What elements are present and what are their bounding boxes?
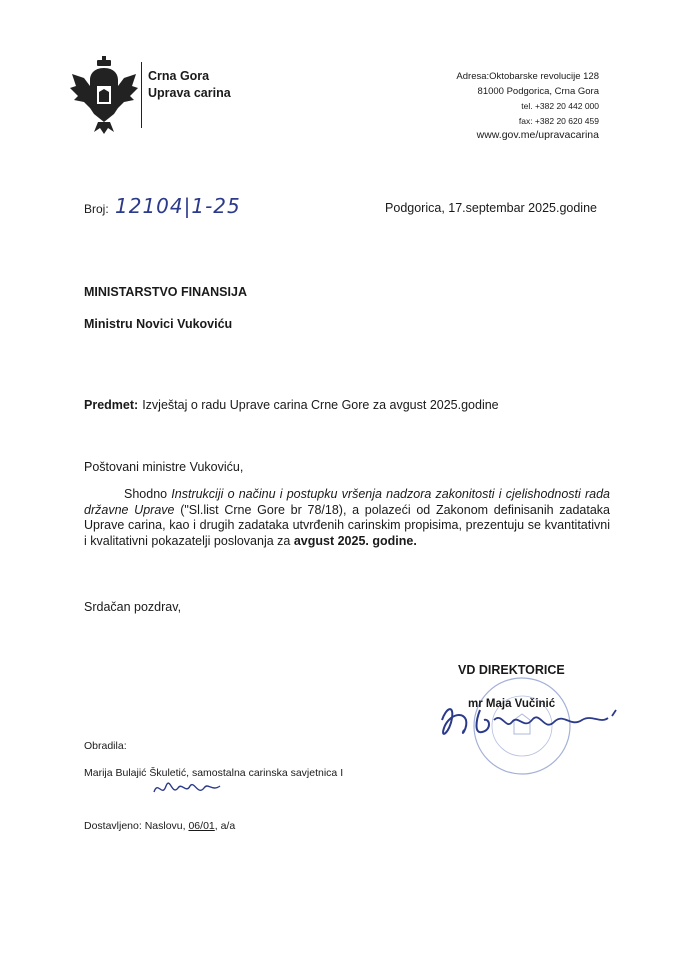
header-organization bbox=[148, 68, 231, 102]
website-link[interactable]: www.gov.me/upravacarina bbox=[476, 129, 599, 141]
delivered-label: Dostavljeno: Naslovu, bbox=[84, 820, 189, 832]
recipient-ministry: MINISTARSTVO FINANSIJA bbox=[84, 285, 247, 299]
header-contact bbox=[456, 70, 599, 143]
body-period: avgust 2025. godine. bbox=[293, 533, 417, 548]
body-middle: ("Sl.list Crne Gore br 78/18), a polazeći od Zakonom definisanih zadataka Uprave carina, kao i drugih zadataka utvrđenih carinskim propisima, prezentuju se kvantitativni i kvalitativni pokazatelji poslovanja za bbox=[84, 502, 610, 548]
phone: tel. +382 20 442 000 bbox=[521, 101, 599, 111]
address-line2: 81000 Podgorica, Crna Gora bbox=[477, 85, 599, 97]
montenegro-coat-of-arms-icon bbox=[64, 56, 144, 136]
director-signature-icon bbox=[432, 690, 632, 750]
body-instruction-title: Instrukciji o načinu i postupku vršenja nadzora zakonitosti i cjelishodnosti rada državne Uprave bbox=[84, 487, 610, 517]
header-divider bbox=[141, 62, 142, 128]
delivered-code: 06/01 bbox=[188, 820, 215, 832]
subject-text: Izvještaj o radu Uprave carina Crne Gore za avgust 2025.godine bbox=[142, 398, 499, 412]
reference-label: Broj: bbox=[84, 202, 109, 216]
delivered-end: , a/a bbox=[214, 820, 236, 832]
prepared-label: Obradila: bbox=[84, 740, 127, 752]
signatory-title: VD DIREKTORICE bbox=[458, 663, 565, 677]
body-paragraph bbox=[84, 487, 610, 549]
delivered-to bbox=[84, 820, 235, 832]
author-signature-icon bbox=[150, 772, 230, 804]
signatory-name: mr Maja Vučinić bbox=[468, 698, 556, 710]
recipient-minister: Ministru Novici Vukoviću bbox=[84, 317, 233, 331]
fax: fax: +382 20 620 459 bbox=[518, 115, 599, 126]
prepared-by: Marija Bulajić Škuletić, samostalna carinska savjetnica I bbox=[84, 767, 344, 779]
subject-line bbox=[84, 398, 499, 412]
greeting: Poštovani ministre Vukoviću, bbox=[84, 460, 244, 474]
document-date: Podgorica, 17.septembar 2025.godine bbox=[385, 201, 597, 215]
institution-name: Uprava carina bbox=[148, 86, 231, 100]
subject-label: Predmet: bbox=[84, 398, 139, 412]
closing: Srdačan pozdrav, bbox=[84, 600, 182, 614]
address-line1: Adresa:Oktobarske revolucije 128 bbox=[456, 71, 599, 82]
country-name: Crna Gora bbox=[148, 69, 210, 83]
body-start: Shodno bbox=[124, 487, 172, 501]
reference-number-handwritten: 12104|1-25 bbox=[115, 194, 241, 218]
